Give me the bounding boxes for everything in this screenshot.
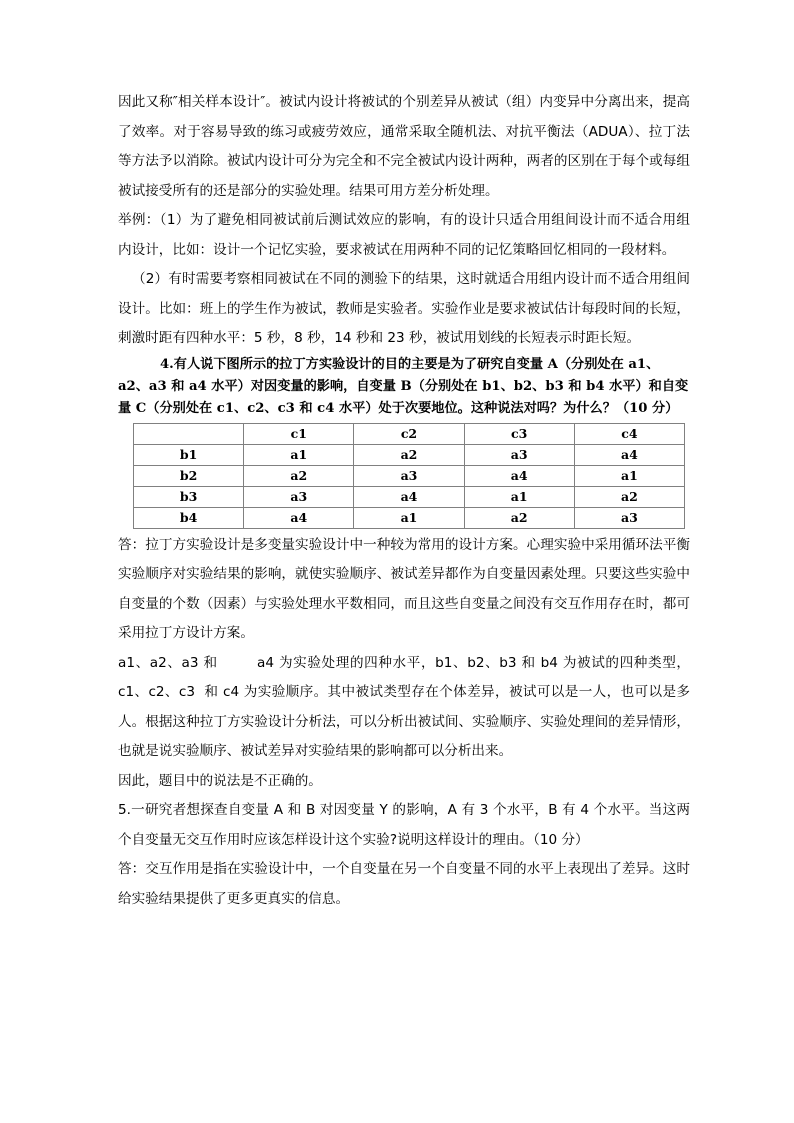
table-row-label-b2: b2 <box>134 465 244 486</box>
table-cell: a3 <box>244 486 354 507</box>
table-row <box>134 465 685 486</box>
table-cell: a4 <box>354 486 464 507</box>
paragraph-example-one: 举例：（1）为了避免相同被试前后测试效应的影响，有的设计只适合用组间设计而不适合用组内设计，比如：设计一个记忆实验，要求被试在用两种不同的记忆策略回忆相同的一段材料。 <box>118 212 690 258</box>
table-cell: a2 <box>464 507 574 528</box>
table-cell: a3 <box>354 465 464 486</box>
table-header-c3: c3 <box>464 423 574 444</box>
table-row <box>134 486 685 507</box>
table-row-label-b3: b3 <box>134 486 244 507</box>
answer-4-paragraph-1: 答：拉丁方实验设计是多变量实验设计中一种较为常用的设计方案。心理实验中采用循环法平衡实验顺序对实验结果的影响，就使实验顺序、被试差异都作为自变量因素处理。只要这些实验中自变量的个数（因素）与实验处理水平数相同，而且这些自变量之间没有交互作用存在时，都可采用拉丁方设计方案。 <box>118 536 690 641</box>
table-cell: a3 <box>574 507 684 528</box>
table-cell-corner <box>134 423 244 444</box>
table-header-c4: c4 <box>574 423 684 444</box>
latin-square-table-wrapper <box>118 423 690 529</box>
table-cell: a2 <box>244 465 354 486</box>
table-header-c2: c2 <box>354 423 464 444</box>
question-5: 5.一研究者想探查自变量 A 和 B 对因变量 Y 的影响，A 有 3 个水平，B 有 4 个水平。当这两个自变量无交互作用时应该怎样设计这个实验?说明这样设计的理由。（10 分） <box>118 802 690 848</box>
question-4-line-1: 4.有人说下图所示的拉丁方实验设计的目的主要是为了研究自变量 A（分别处在 a1、 <box>160 356 660 372</box>
table-cell: a1 <box>354 507 464 528</box>
table-row-label-b1: b1 <box>134 444 244 465</box>
table-cell: a1 <box>574 465 684 486</box>
question-4-line-3: 量 C（分别处在 c1、c2、c3 和 c4 水平）处于次要地位。这种说法对吗？为什么？（10 分） <box>118 400 679 416</box>
table-cell: a4 <box>464 465 574 486</box>
table-cell: a4 <box>244 507 354 528</box>
document-content <box>118 88 690 914</box>
question-4-line-2: a2、a3 和 a4 水平）对因变量的影响，自变量 B（分别处在 b1、b2、b3 和 b4 水平）和自变 <box>118 378 689 394</box>
table-header-c1: c1 <box>244 423 354 444</box>
table-row-label-b4: b4 <box>134 507 244 528</box>
table-cell: a1 <box>464 486 574 507</box>
table-row-header <box>134 423 685 444</box>
answer-4-conclusion: 因此，题目中的说法是不正确的。 <box>118 772 322 789</box>
table-cell: a3 <box>464 444 574 465</box>
table-cell: a2 <box>574 486 684 507</box>
table-row <box>134 444 685 465</box>
table-cell: a4 <box>574 444 684 465</box>
table-row <box>134 507 685 528</box>
latin-square-table <box>133 423 685 529</box>
table-cell: a1 <box>244 444 354 465</box>
paragraph-intro-design: 因此又称″相关样本设计″。被试内设计将被试的个别差异从被试（组）内变异中分离出来，提高了效率。对于容易导致的练习或疲劳效应，通常采取全随机法、对抗平衡法（ADUA）、拉丁法等方法予以消除。被试内设计可分为完全和不完全被试内设计两种，两者的区别在于每个或每组被试接受所有的还是部分的实验处理。结果可用方差分析处理。 <box>118 94 690 199</box>
paragraph-example-two: （2）有时需要考察相同被试在不同的测验下的结果，这时就适合用组内设计而不适合用组间设计。比如：班上的学生作为被试，教师是实验者。实验作业是要求被试估计每段时间的长短，刺激时距有四种水平：5 秒，8 秒，14 秒和 23 秒，被试用划线的长短表示时距长短。 <box>118 271 690 346</box>
table-cell: a2 <box>354 444 464 465</box>
answer-4-paragraph-2: a1、a2、a3 和 a4 为实验处理的四种水平，b1、b2、b3 和 b4 为被试的四种类型，c1、c2、c3 和 c4 为实验顺序。其中被试类型存在个体差异，被试可以是一人，也可以是多人。根据这种拉丁方实验设计分析法，可以分析出被试间、实验顺序、实验处理间的差异情形，也就是说实验顺序、被试差异对实验结果的影响都可以分析出来。 <box>118 654 690 759</box>
answer-5: 答：交互作用是指在实验设计中，一个自变量在另一个自变量不同的水平上表现出了差异。这时给实验结果提供了更多更真实的信息。 <box>118 861 690 907</box>
